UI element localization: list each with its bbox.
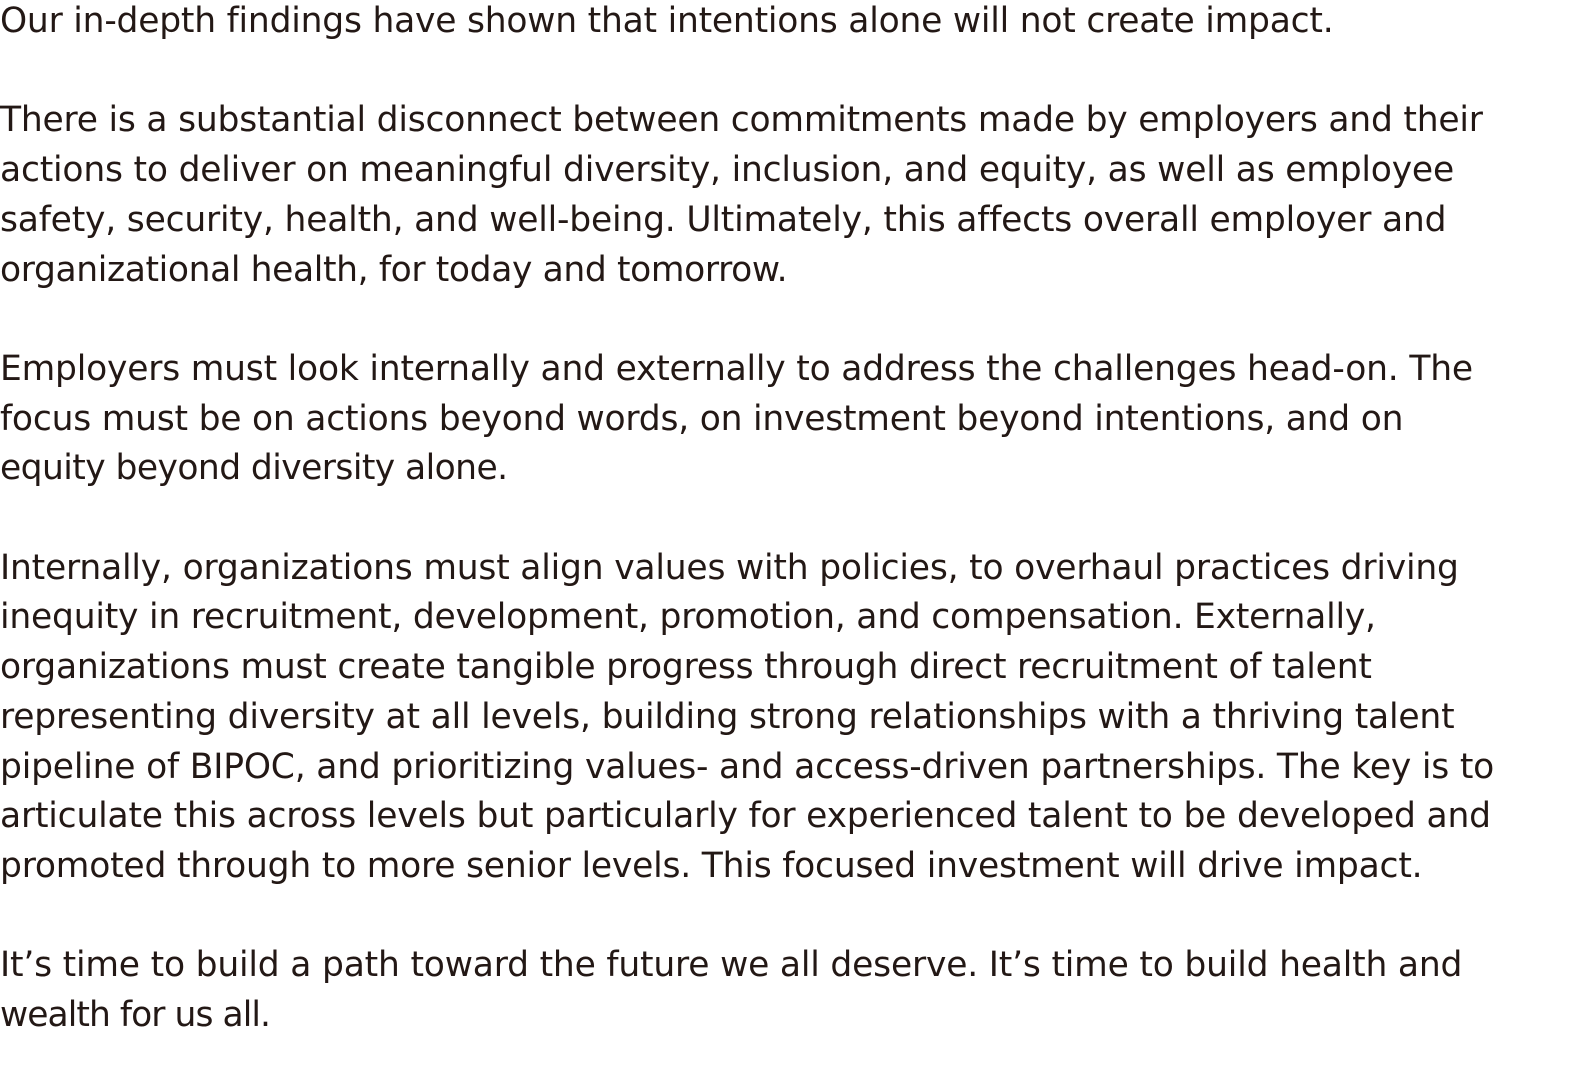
paragraph — [0, 96, 1577, 295]
text-line: Internally, organizations must align values with policies, to overhaul practices driving — [0, 547, 1459, 588]
text-line: focus must be on actions beyond words, on investment beyond intentions, and on — [0, 398, 1404, 439]
text-line: Our in-depth findings have shown that intentions alone will not create impact. — [0, 1, 1334, 41]
text-line: It’s time to build a path toward the future we all deserve. It’s time to build health and — [0, 945, 1463, 986]
text-line: organizational health, for today and tomorrow. — [0, 249, 788, 290]
paragraph — [0, 0, 1577, 47]
text-line: There is a substantial disconnect between commitments made by employers and their — [0, 100, 1483, 141]
paragraph — [0, 345, 1577, 494]
text-line: safety, security, health, and well-being. Ultimately, this affects overall employer and — [0, 199, 1447, 240]
text-line: wealth for us all. — [0, 995, 271, 1035]
text-line: organizations must create tangible progress through direct recruitment of talent — [0, 647, 1372, 688]
text-line: pipeline of BIPOC, and prioritizing values- and access-driven partnerships. The key is to — [0, 746, 1495, 787]
text-line: equity beyond diversity alone. — [0, 448, 508, 489]
text-line: inequity in recruitment, development, promotion, and compensation. Externally, — [0, 597, 1376, 638]
paragraph — [0, 941, 1577, 1040]
text-line: articulate this across levels but particularly for experienced talent to be developed and — [0, 796, 1491, 837]
text-line: actions to deliver on meaningful diversity, inclusion, and equity, as well as employee — [0, 150, 1454, 191]
text-line: promoted through to more senior levels. This focused investment will drive impact. — [0, 845, 1423, 886]
text-line: Employers must look internally and externally to address the challenges head-on. The — [0, 348, 1473, 389]
text-line: representing diversity at all levels, building strong relationships with a thriving talent — [0, 696, 1455, 737]
paragraph — [0, 544, 1577, 892]
